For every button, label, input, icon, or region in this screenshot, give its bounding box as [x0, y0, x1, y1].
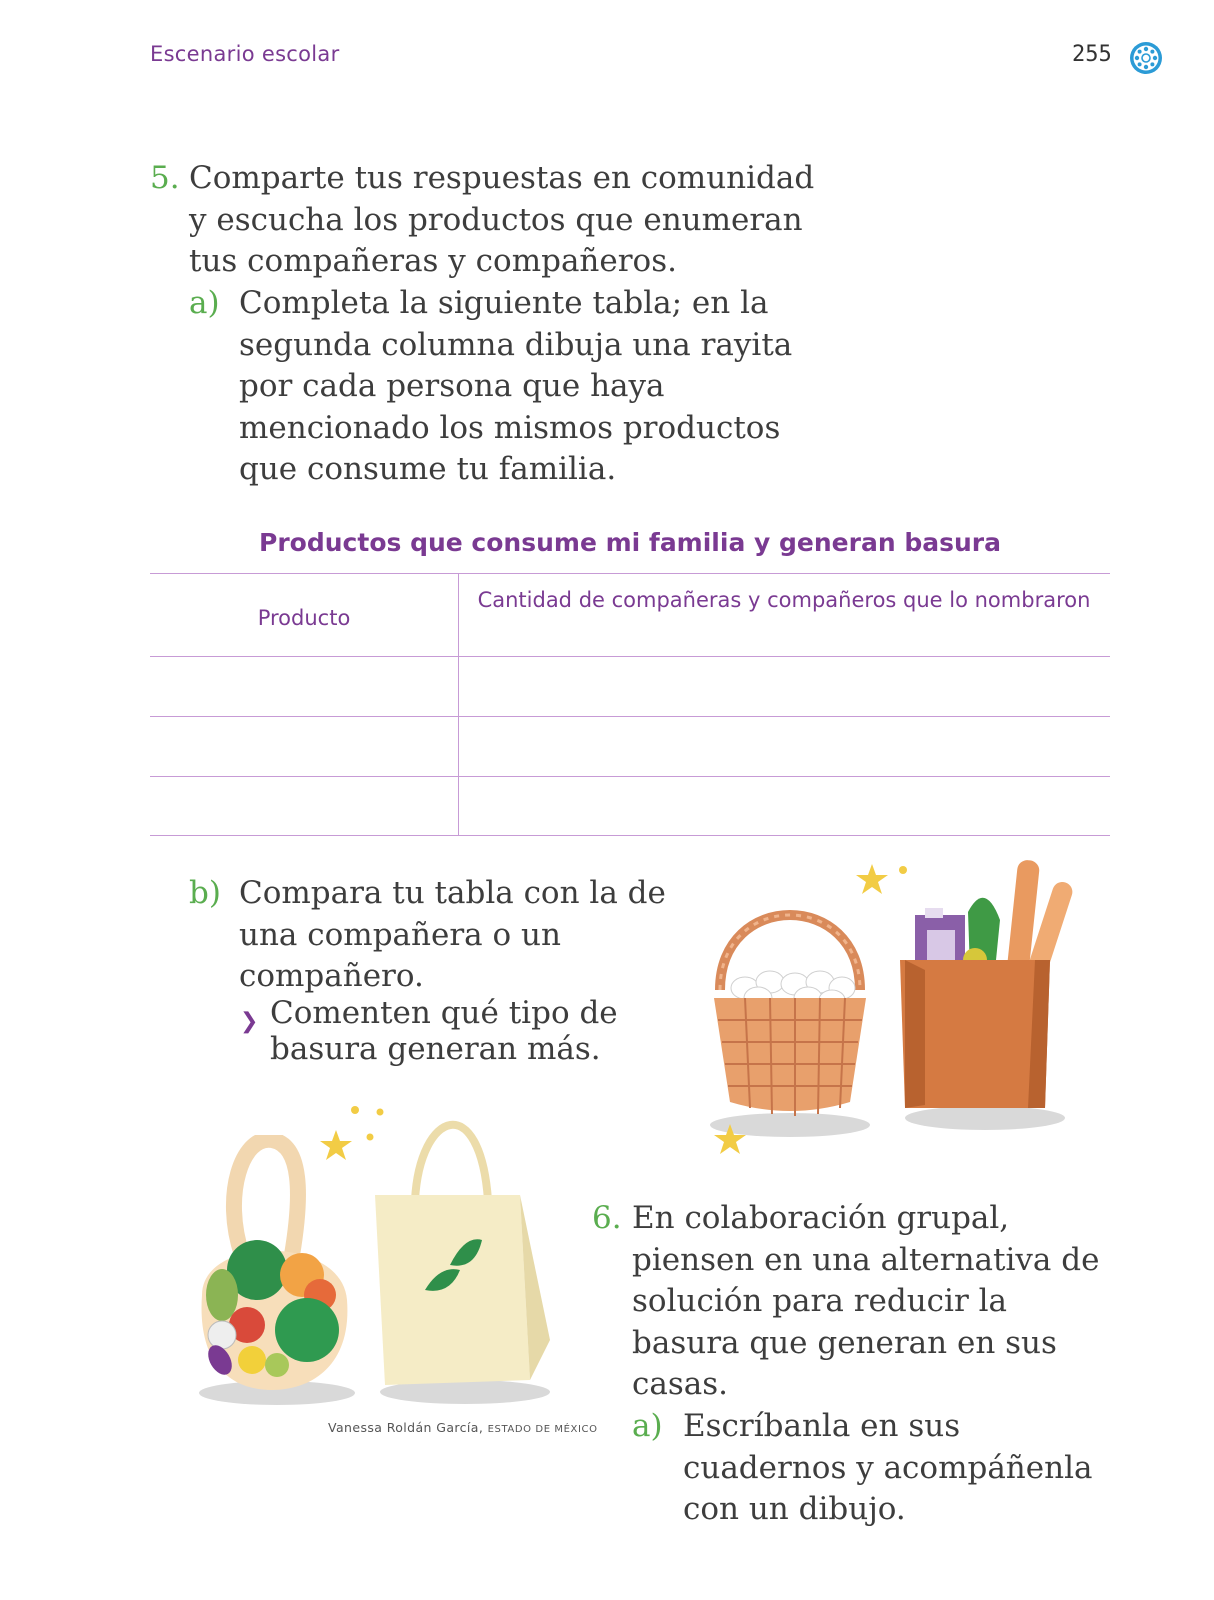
star-icon — [712, 1122, 748, 1158]
egg-basket-icon — [700, 880, 880, 1140]
item-b-text: Compara tu tabla con la de una compañera o un compañero. — [239, 875, 666, 994]
item-6-text: En colaboración grupal, piensen en una alternativa de solución para reducir la basura que generan en sus casas. — [632, 1200, 1100, 1402]
item-6a-text: Escríbanla en sus cuadernos y acompáñenla con un dibujo. — [683, 1408, 1093, 1527]
mesh-produce-bag-icon — [192, 1135, 362, 1415]
table-title: Productos que consume mi familia y generan basura — [259, 528, 1001, 557]
rosette-icon — [1128, 40, 1164, 76]
item-6a-label: a) — [632, 1408, 663, 1444]
table-cell-count[interactable] — [470, 672, 1100, 708]
item-5a-label: a) — [189, 285, 220, 321]
star-icon — [855, 862, 915, 902]
item-6-number: 6. — [592, 1200, 622, 1236]
table-cell-count[interactable] — [470, 732, 1100, 768]
credit-place: ESTADO DE MÉXICO — [487, 1424, 598, 1435]
item-5-text: Comparte tus respuestas en comunidad y escucha los productos que enumeran tus compañeras y compañeros. — [189, 160, 815, 279]
running-header: Escenario escolar — [150, 42, 340, 66]
table-row-rule — [150, 716, 1110, 717]
item-5a-text: Completa la siguiente tabla; en la segunda columna dibuja una rayita por cada persona que haya mencionado los mismos productos que consume tu familia. — [239, 285, 793, 487]
table-top-rule — [150, 573, 1110, 574]
item-b-label: b) — [189, 875, 221, 911]
table-cell-product[interactable] — [160, 732, 450, 768]
page-number: 255 — [1072, 42, 1112, 67]
star-icon — [318, 1100, 398, 1170]
column-header-count: Cantidad de compañeras y compañeros que lo nombraron — [477, 588, 1091, 612]
table-cell-count[interactable] — [470, 792, 1100, 828]
cloth-tote-bag-icon — [370, 1100, 560, 1410]
illustration-credit — [328, 1420, 598, 1435]
item-b-bullet: Comenten qué tipo de basura generan más. — [270, 995, 618, 1067]
grocery-bag-icon — [900, 860, 1080, 1140]
column-header-product: Producto — [257, 606, 351, 630]
credit-author: Vanessa Roldán García, — [328, 1420, 484, 1435]
table-cell-product[interactable] — [160, 672, 450, 708]
table-cell-product[interactable] — [160, 792, 450, 828]
bullet-arrow-icon: ❯ — [240, 1009, 259, 1034]
table-header-rule — [150, 656, 1110, 657]
item-5-number: 5. — [150, 160, 180, 196]
table-bottom-rule — [150, 835, 1110, 836]
table-row-rule — [150, 776, 1110, 777]
